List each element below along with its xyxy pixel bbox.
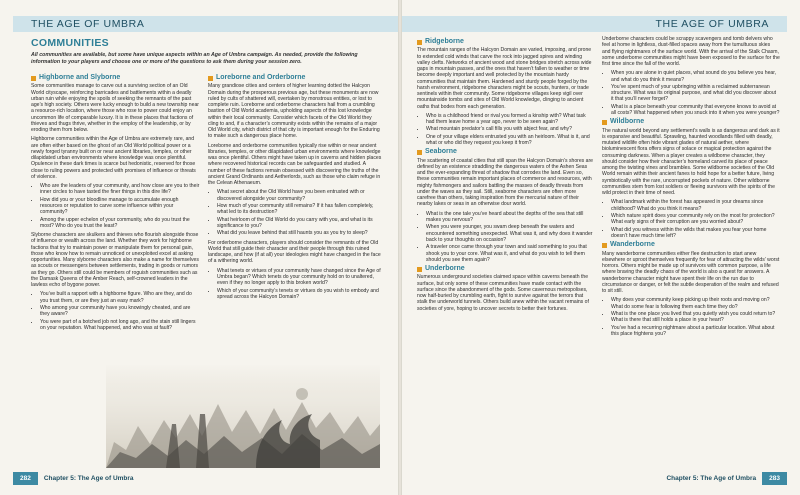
running-head-left: THE AGE OF UMBRA [13,16,398,32]
list-item: • What did you witness within the wilds that makes you fear your home doesn’t have much time left? [611,227,780,240]
list-item: • Who is a childhood friend or rival you formed a kinship with? What task had them leave home a year ago, never to be seen again? [426,113,595,126]
heading-seaborne: Seaborne [417,149,595,155]
question-list [208,189,383,236]
question-list [208,268,383,300]
paragraph: The scattering of coastal cities that still span the Halcyon Domain’s shores are defined by an existence straddling the dangerous waters of the Ashen Seas and the ever-expanding threat of shadow that corrodes the land. Even so, these communities remain important places of commerce and resources, with mighty fishmongers and sailors battling the masses of deadly threats from under the waves as they sail. Still, seaborne characters are often more carefree than others, taking inspiration from the mercurial nature of their nearby lakes or seas in an otherwise dour world. [417,157,594,208]
section-marker-icon [31,76,36,81]
heading-highborne: Highborne and Slyborne [31,75,201,81]
paragraph: Many wanderborne communities either flee destruction to start anew elsewhere or uproot themselves frequently for fear of attracting the wilds’ worst horrors. Others might be made up of survivors with common purpose, a life where braving the deadly chaos of the world is also a quest for answers. A wanderborne character might have spent their life on the run due to circumstance or danger, or felt the subtle desperation of the realm and refused to sit still. [602,250,780,294]
section-marker-icon [417,150,422,155]
section-marker-icon [602,120,607,125]
list-item: • What secret about the Old World have you been entrusted with or discovered alongside your community? [217,189,383,202]
heading-wildborne: Wildborne [602,119,780,125]
paragraph: Numerous underground societies claimed space within caverns beneath the surface, but only some of these communities have made contact with the surface since the abandonment of the gods. Some cavernous metropolises, now half-buried by crumbling earth, fight to survive against the terrors that stalk the underworld tunnels. Others build anew within the vacant remains of societies of yore, hoping to uncover secrets to better their fortunes. [417,274,589,312]
question-list [602,70,780,116]
paragraph: Loreborne and orderborne communities typically rise within or near ancient libraries, temples, or other dilapidated urban environments where knowledge was once plentiful. Others might have taken up in caverns and hidden places where recovered historical records can be safeguarded and studied. A number of these factions remain obsessed with discovering the truths of the ancient Grand Ordinants and Aetherlords, such as those who claim refuge in the Celean Athenaeum. [208,142,382,186]
list-item: • What is the one tale you’ve heard about the depths of the sea that still makes you nervous? [426,211,595,224]
question-list [417,211,595,263]
list-item: • How did you or your bloodline manage to accumulate enough resources or reputation to carve some influence within your community? [40,197,201,216]
section-marker-icon [208,76,213,81]
page-number: 282 [13,472,38,485]
list-item: • What is a place beneath your community that everyone knows to avoid at all costs? What happened when you snuck into it when you were younger? [611,104,780,117]
list-item: • Which of your community’s tenets or virtues do you wish to embody and spread across the Halcyon Domain? [217,288,383,301]
paragraph: Highborne communities within the Age of Umbra are extremely rare, and are often either based on the ghost of an Old World political power or a newly forged tyranny built on or near ancient libraries, temples, or other dilapidated urban environments where knowledge was once plentiful. Opulence in these dark times is scarce but hedonistic, reserved for those close to ruling powers and protected with promises of influence or threats of violence. [31,136,196,180]
list-item: • You’ve had a recurring nightmare about a particular location. What about this place frightens you? [611,325,780,338]
footer-right [660,472,787,485]
list-item: • When you were younger, you swam deep beneath the waters and encountered something unexpected. What was it, and why does it wander back to your thoughts on occasion? [426,224,595,243]
list-item: • You were part of a botched job not long ago, and the stain still lingers on your reputation. What happened, and who was at fault? [40,319,201,332]
list-item: • What did you leave behind that still haunts you as you try to sleep? [217,230,383,236]
list-item: • You’ve built a rapport with a highborne figure. Who are they, and do you trust them, or are they just an easy mark? [40,291,201,304]
list-item: • One of your village elders entrusted you with an heirloom. What is it, and what or who did they request you keep it from? [426,134,595,147]
paragraph: The natural world beyond any settlement’s walls is as dangerous and dark as it is expansive and beautiful. Sprawling, haunted woodlands filled with deadly, mutated wildlife often hide vibrant glades of natural aether, where bioluminescent flora offers signs of solace or magical protection against the consuming darkness. When a player creates a wildborne character, they should consider how their character’s homeland carved its place of peace among the twisting vines and brambles. Some wildborne societies of the Old World remain within their ancient fanes to hold hope for a better future, living symbiotically with the rare, uncorrupted pockets of nature. Other wildborne communities stem from lost soldiers or fleeing survivors with the spirits of the wild protect in their time of need. [602,127,780,197]
heading-underborne: Underborne [417,266,595,272]
list-item: • Who among your community have you knowingly cheated, and are they aware? [40,305,201,318]
section-marker-icon [602,243,607,248]
list-item: • What landmark within the forest has appeared in your dreams since childhood? What do you think it means? [611,199,780,212]
list-item: • Which nature spirit does your community rely on the most for protection? What early signs of their corruption are you worried about? [611,213,780,226]
running-head-right: THE AGE OF UMBRA [402,16,787,32]
list-item: • When you are alone in quiet places, what sound do you believe you hear, and what do you think it means? [611,70,780,83]
list-item: • What heirloom of the Old World do you carry with you, and what is its significance to you? [217,217,383,230]
column-highborne [31,72,201,334]
list-item: • You’ve spent much of your upbringing within a reclaimed subterranean structure. What was its original purpose, and what did you discover about it that you’ll never forget? [611,84,780,103]
paragraph: Many grandiose cities and centers of higher learning dotted the Halcyon Domain during the prosperous previous age, but these monuments are now ruled by cults of shattered will, overtaken by monstrous entities, or lost to complete ruin. Loreborne and orderborne characters hail from a crumbling bastion of Old World academia, upholding aspects of this lost knowledge within their local community. Consider which facets of the Old World they cling to and, if a character’s community exists within the remains of a major Old World city, which district of that city is important enough for the Enduring to make such a dangerous place home. [208,83,380,140]
ruins-illustration [106,364,380,468]
heading-loreborne: Loreborne and Orderborne [208,75,383,81]
paragraph: Slyborne characters are skulkers and thieves who flourish alongside those of influence or wealth across the land. Whether they work for highborne factions that try to maintain power or manipulate them for personal gain, those who know how to remain unnoticed or unexploited excel at asking opportunities. Many slyborne characters also make a name for themselves as scouts or messengers between settlements, trading in goods or rumors as they go. Others still could be members of roguish communities such as the Damask Queens of the Amber Reach, self-crowned leaders in the lawless echo of bygone power. [31,232,199,289]
question-list [417,113,595,147]
paragraph: The mountain ranges of the Halcyon Domain are varied, imposing, and prone to extended cold winds that carve the rock into jagged spires and winding valley clefts. Networks of ancient wood and stone bridges stretch across wide gaps in mountain passes, and the ones that haven’t fallen to weather or time become deeply important and well protected by the mountain hardy communities that maintain them. Hardened and sturdy people forged by the harsh environment, ridgeborne characters might be scouts, hunters, or trade sentinels within their community. Some ridgeborne villages keep vigil over mountainside tombs and sites of Old World knowledge, clinging to ancient oaths that bodes from each generation. [417,47,592,110]
section-marker-icon [417,267,422,272]
paragraph: For orderborne characters, players should consider the remnants of the Old World that still guide their character and their people through this ruined landscape, and how (if at all) your ideologies might have changed in the face of a withering world. [208,239,381,265]
question-list [31,183,201,229]
page-title: COMMUNITIES [31,37,109,49]
question-list [602,297,780,337]
list-item: • What is the one place you lived that you quietly wish you could return to? What is there that still holds a place in your heart? [611,311,780,324]
list-item: • What tenets or virtues of your community have changed since the Age of Umbra began? Which tenets do your community hold on to unaltered, even if they no longer apply to this broken world? [217,268,383,287]
intro-text: All communities are available, but some have unique aspects within an Age of Umbra campaign. As needed, provide the following information to your players and choose one or more of the questions to ask them during your session zero. [31,52,358,65]
list-item: • How much of your community still remains? If it has fallen completely, what led to its destruction? [217,203,383,216]
question-list [602,199,780,239]
list-item: • Among the upper echelon of your community, who do you trust the most? Who do you trust the least? [40,217,201,230]
heading-wanderborne: Wanderborne [602,242,780,248]
footer-chapter: Chapter 5: The Age of Umbra [666,475,757,482]
footer-left [13,472,140,485]
paragraph: Underborne characters could be scrappy scavengers and tomb delvers who feel at home in lightless, dust-filled spaces away from the tumultuous skies and flying nightmares of the surface world. With the arrival of the Stalk Chasm, some underborne communities might have been exposed to the surface for the first time since the fall of the world. [602,36,780,67]
column-loreborne [208,72,383,303]
section-marker-icon [417,40,422,45]
right-page [402,0,800,495]
list-item: • Who are the leaders of your community, and how close are you to their inner circles to have tasted the finer things in this dire life? [40,183,201,196]
question-list [31,291,201,331]
list-item: • What mountain predator’s call fills you with abject fear, and why? [426,126,595,132]
list-item: • Why does your community keep picking up their roots and moving on? What do some fear is following them each time they do? [611,297,780,310]
heading-ridgeborne: Ridgeborne [417,39,595,45]
column-ridgeborne [417,36,595,315]
list-item: • A traveler once came through your town and said something to you that shook you to your core. What was it, and what do you wish to tell them should you see them again? [426,244,595,263]
column-wildborne [602,36,780,340]
footer-chapter: Chapter 5: The Age of Umbra [43,475,134,482]
page-number: 283 [762,472,787,485]
paragraph: Some communities manage to carve out a surviving section of an Old World cityscape, reinforcing barricades and battlements within a deadly urban ruin while enjoying the spoils of seeking the remnants of the past age’s high society. Others were lucky enough to build a new township near a resource-rich location, where those who rose to power could enjoy an uncommon life of comparable luxury. It is in these places that factions of thieves and thugs thrive, whether in the employ of the leadership, or by eroding them from below. [31,83,200,133]
left-page [0,0,398,495]
